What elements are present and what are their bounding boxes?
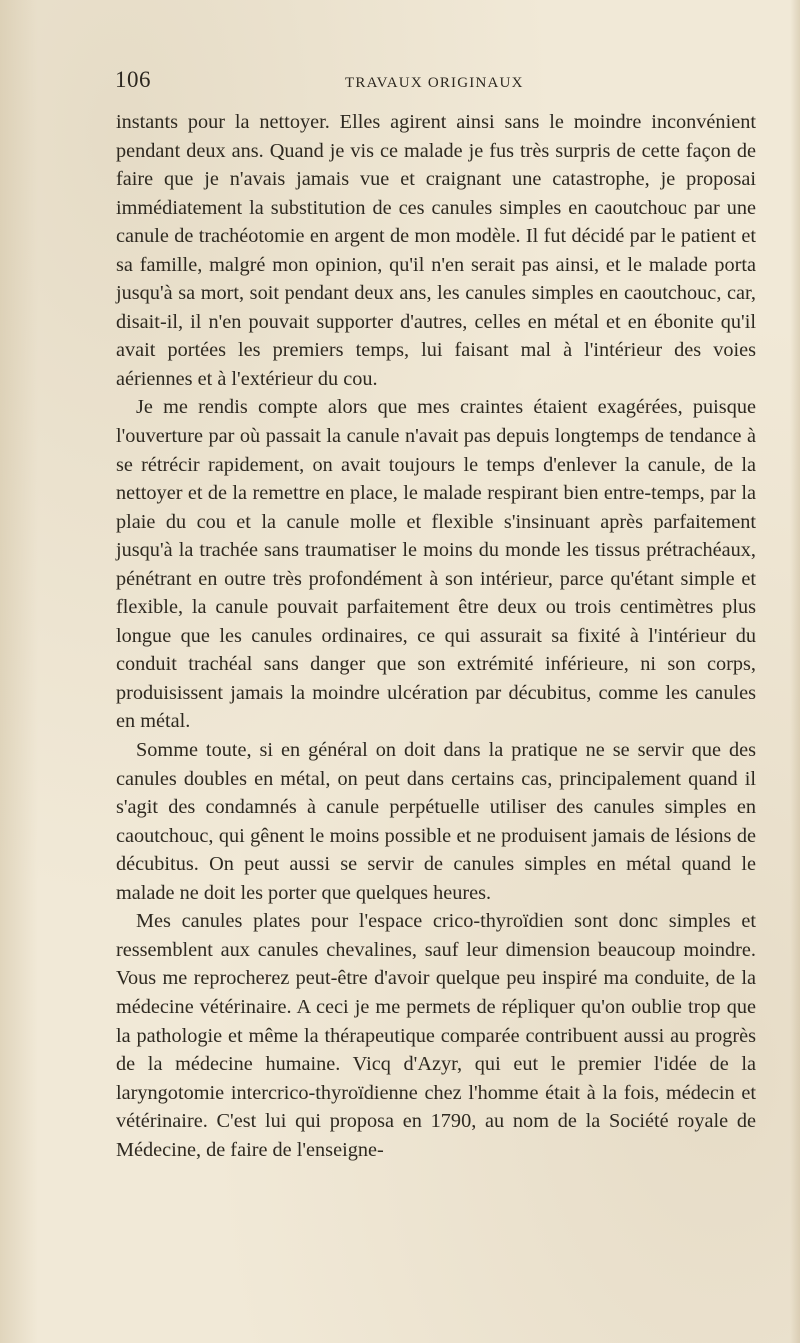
- page-number: 106: [115, 67, 151, 92]
- paragraph: Somme toute, si en général on doit dans la pratique ne se servir que des canules doubles en métal, on peut dans certains cas, principalement quand il s'agit des condamnés à canule perpétuelle utiliser des canules simples en caoutchouc, qui gênent le moins possible et ne produisent jamais de lésions de décubitus. On peut aussi se servir de canules simples en métal quand le malade ne doit les porter que quelques heures.: [116, 739, 756, 904]
- paragraph: instants pour la nettoyer. Elles agirent ainsi sans le moindre inconvénient pendant deux ans. Quand je vis ce malade je fus très surpris de cette façon de faire que je n'avais jamais vue et craignant une catastrophe, je proposai immédiatement la substitution de ces canules simples en caoutchouc par une canule de trachéotomie en argent de mon modèle. Il fut décidé par le patient et sa famille, malgré mon opinion, qu'il n'en serait pas ainsi, et le malade porta jusqu'à sa mort, soit pendant deux ans, les canules simples en caoutchouc, car, disait-il, il n'en pouvait supporter d'autres, celles en métal et en ébonite qu'il avait portées les premiers temps, lui faisant mal à l'intérieur des voies aériennes et à l'extérieur du cou.: [116, 111, 756, 390]
- running-title: TRAVAUX ORIGINAUX: [345, 75, 524, 91]
- body-text: [116, 108, 756, 1164]
- paragraph: Mes canules plates pour l'espace crico-thyroïdien sont donc simples et ressemblent aux canules chevalines, sauf leur dimension beaucoup moindre. Vous me reprocherez peut-être d'avoir quelque peu inspiré ma conduite, de la médecine vétérinaire. A ceci je me permets de répliquer qu'on oublie trop que la pathologie et même la thérapeutique comparée contribuent aussi au progrès de la médecine humaine. Vicq d'Azyr, qui eut le premier l'idée de la laryngotomie intercrico-thyroïdienne chez l'homme était à la fois, médecin et vétérinaire. C'est lui qui proposa en 1790, au nom de la Société royale de Médecine, de faire de l'enseigne-: [116, 910, 756, 1161]
- paragraph: Je me rendis compte alors que mes craintes étaient exagérées, puisque l'ouverture par où passait la canule n'avait pas depuis longtemps de tendance à se rétrécir rapidement, on avait toujours le temps d'enlever la canule, de la nettoyer et de la remettre en place, le malade respirant bien entre-temps, par la plaie du cou et la canule molle et flexible s'insinuant après parfaitement jusqu'à la trachée sans traumatiser le moins du monde les tissus prétrachéaux, pénétrant en outre très profondément à son intérieur, parce qu'étant simple et flexible, la canule pouvait parfaitement être deux ou trois centimètres plus longue que les canules ordinaires, ce qui assurait sa fixité à l'intérieur du conduit trachéal sans danger que son extrémité inférieure, ni son corps, produisissent jamais la moindre ulcération par décubitus, comme les canules en métal.: [116, 396, 756, 733]
- page-header: [115, 66, 745, 100]
